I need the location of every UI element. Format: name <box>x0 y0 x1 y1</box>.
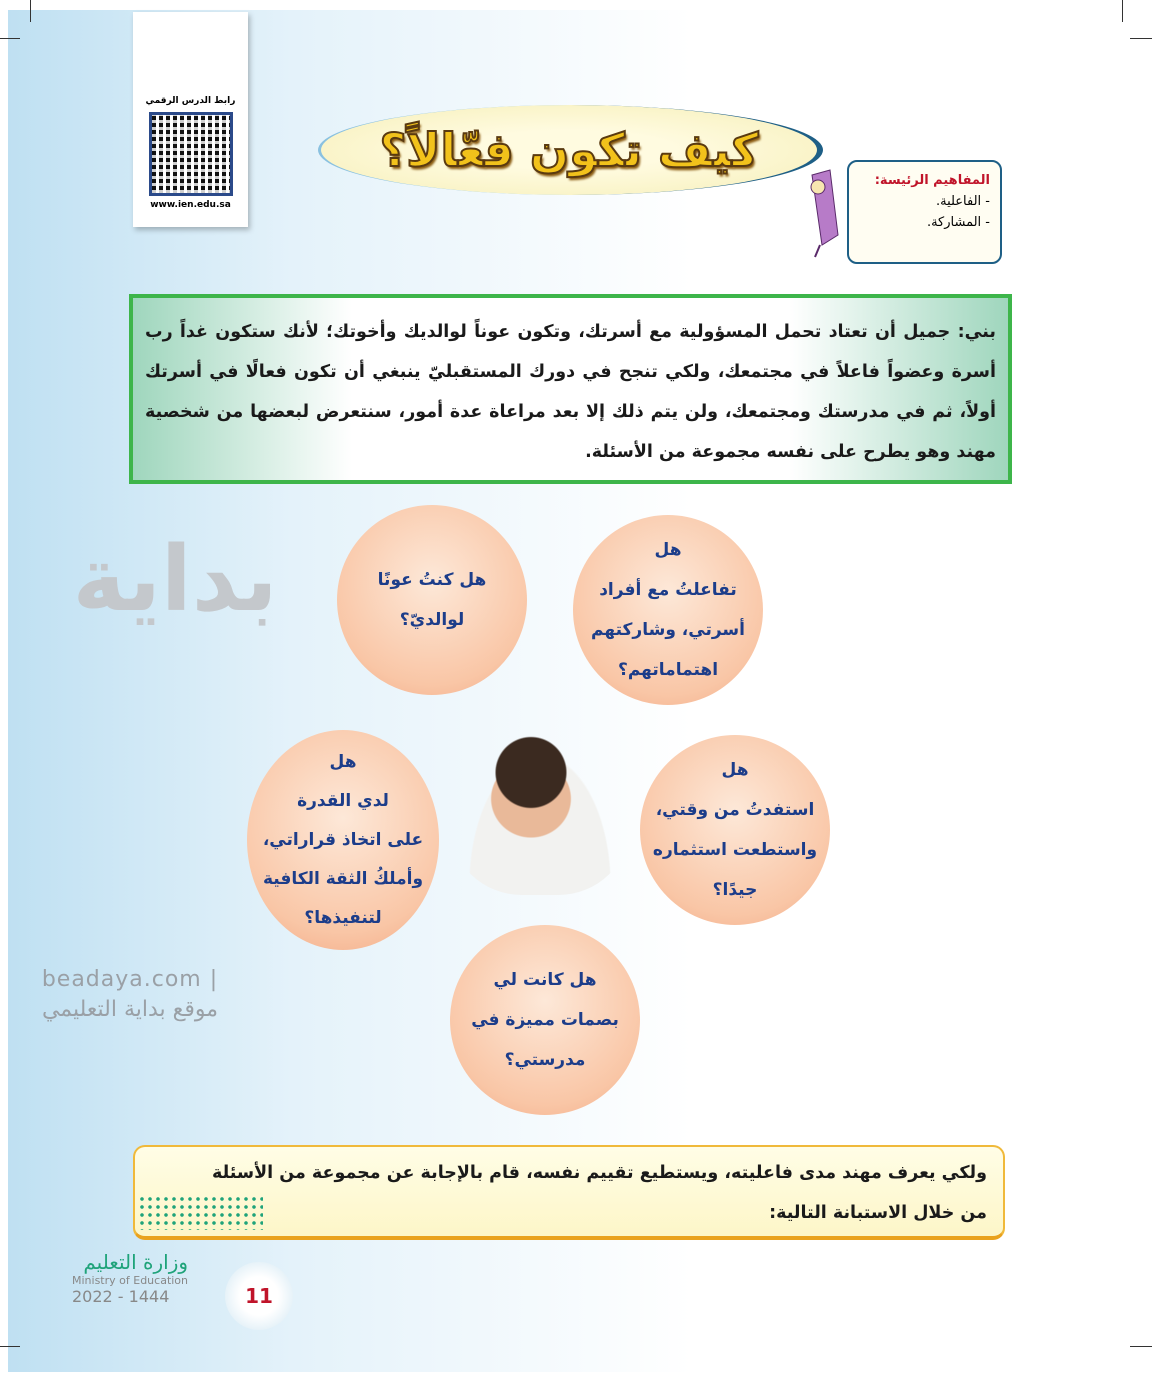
ministry-name-en: Ministry of Education <box>72 1274 189 1287</box>
question-line: لوالديّ؟ <box>399 610 465 630</box>
concept-item: - المشاركة. <box>926 215 990 230</box>
crop-mark <box>0 1346 20 1347</box>
question-bubble-2 <box>573 515 763 705</box>
question-line: اهتماماتهم؟ <box>617 660 719 680</box>
crop-mark <box>1130 38 1152 39</box>
question-line: بصمات مميزة في <box>471 1010 619 1030</box>
ministry-name-ar: وزارة التعليم <box>83 1250 189 1274</box>
crop-mark <box>1130 1346 1152 1347</box>
qr-label: رابط الدرس الرقمي <box>145 96 236 106</box>
question-line: واستطعت استثماره <box>652 840 818 860</box>
crop-mark <box>30 0 31 22</box>
concept-item: - الفاعلية. <box>935 194 990 209</box>
note-line: ولكي يعرف مهند مدى فاعليته، ويستطيع تقييم نفسه، قام بالإجابة عن مجموعة من الأسئلة <box>212 1163 987 1183</box>
question-bubble-5 <box>450 925 640 1115</box>
note-line: من خلال الاستبانة التالية: <box>769 1203 987 1223</box>
question-line: هل <box>721 760 749 780</box>
boy-thinking-photo <box>450 720 630 895</box>
intro-paragraph: بني: جميل أن تعتاد تحمل المسؤولية مع أسرتك، وتكون عوناً لوالديك وأخوتك؛ لأنك ستكون غداً رب أسرة وعضواً فاعلاً في مجتمعك، ولكي تنجح في دورك المستقبليّ ينبغي أن تكون فعالًا في أسرتك أولاً، ثم في مدرستك ومجتمعك، ولن يتم ذلك إلا بعد مراعاة عدة أمور، سنتعرض لبعضها من شخصية مهند وهو يطرح على نفسه مجموعة من الأسئلة. <box>129 294 1012 484</box>
question-line: تفاعلتُ مع أفراد <box>599 580 737 600</box>
question-bubble-4 <box>640 735 830 925</box>
question-line: هل <box>329 751 357 772</box>
digital-lesson-card[interactable] <box>133 12 248 227</box>
title-banner <box>318 105 823 195</box>
pencil-mascot-icon <box>800 165 845 260</box>
qr-url[interactable]: www.ien.edu.sa <box>150 200 231 210</box>
question-line: مدرستي؟ <box>504 1050 586 1070</box>
question-bubble-3 <box>247 730 439 950</box>
page-title: كيف تكون فعّالاً؟ <box>379 123 759 177</box>
crop-mark <box>1122 0 1123 22</box>
question-line: وأملكُ الثقة الكافية <box>262 868 424 889</box>
edition-year: 2022 - 1444 <box>72 1287 170 1306</box>
key-concepts-box <box>847 160 1002 264</box>
question-line: جيدًا؟ <box>712 880 758 900</box>
question-line: على اتخاذ قراراتي، <box>262 829 424 850</box>
question-line: أسرتي، وشاركتهم <box>591 620 745 640</box>
qr-code-icon[interactable] <box>149 112 233 196</box>
page-number: 11 <box>225 1262 293 1330</box>
ministry-dots-logo-icon <box>138 1195 263 1230</box>
concepts-heading: المفاهيم الرئيسة: <box>874 173 990 188</box>
watermark-logo: بداية <box>72 527 278 632</box>
question-line: هل <box>654 540 682 560</box>
question-bubble-1 <box>337 505 527 695</box>
question-line: هل كنتُ عونًا <box>377 570 487 590</box>
ministry-logo <box>72 1250 188 1306</box>
question-line: لدي القدرة <box>297 790 389 811</box>
question-line: هل كانت لي <box>493 970 597 990</box>
survey-intro-box <box>133 1145 1005 1240</box>
crop-mark <box>0 38 20 39</box>
question-line: لتنفيذها؟ <box>304 907 382 928</box>
watermark-subtitle: beadaya.com | موقع بداية التعليمي <box>41 967 219 1022</box>
question-line: استفدتُ من وقتي، <box>655 800 815 820</box>
